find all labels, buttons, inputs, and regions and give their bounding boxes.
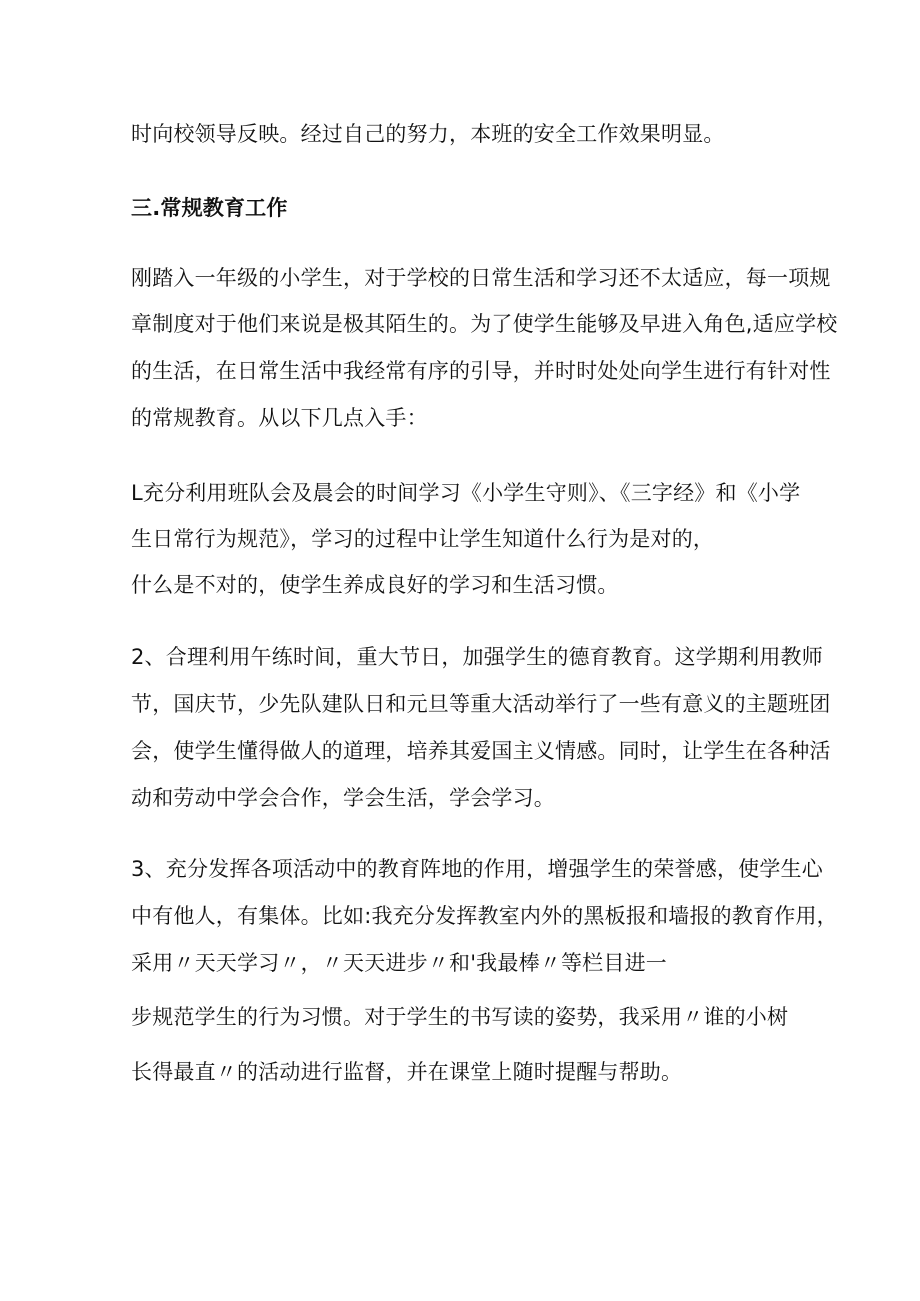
- item-3-line-1: 3、充分发挥各项活动中的教育阵地的作用，增强学生的荣誉感，使学生心: [131, 857, 823, 881]
- paragraph-1-line-1: 刚踏入一年级的小学生，对于学校的日常生活和学习还不太适应，每一项规: [131, 266, 831, 290]
- item-2-line-2: 节，国庆节，少先队建队日和元旦等重大活动举行了一些有意义的主题班团: [131, 692, 831, 716]
- item-2-line-4: 动和劳动中学会合作，学会生活，学会学习。: [131, 786, 555, 810]
- item-1-line-1: L充分利用班队会及晨会的时间学习《小学生守则》、《三字经》和《小学: [131, 481, 801, 505]
- item-1-line-2: 生日常行为规范》，学习的过程中让学生知道什么行为是对的，: [131, 527, 715, 551]
- item-1-line-3: 什么是不对的，使学生养成良好的学习和生活习惯。: [131, 573, 619, 597]
- paragraph-1-line-2: 章制度对于他们来说是极其陌生的。为了使学生能够及早进入角色,适应学校: [131, 312, 838, 336]
- paragraph-1-line-4: 的常规教育。从以下几点入手：: [131, 406, 428, 430]
- item-3-line-2: 中有他人，有集体。比如:我充分发挥教室内外的黑板报和墙报的教育作用，: [131, 904, 838, 928]
- item-3-line-5: 长得最直〃的活动进行监督，并在课堂上随时提醒与帮助。: [131, 1060, 683, 1084]
- paragraph-1-line-3: 的生活，在日常生活中我经常有序的引导，并时时处处向学生进行有针对性: [131, 359, 831, 383]
- section-heading: 三.常规教育工作: [131, 196, 288, 220]
- intro-line: 时向校领导反映。经过自己的努力，本班的安全工作效果明显。: [131, 122, 725, 146]
- item-2-line-3: 会，使学生懂得做人的道理，培养其爱国主义情感。同时，让学生在各种活: [131, 739, 831, 763]
- item-3-line-3: 采用〃天天学习〃，〃天天进步〃和'我最棒〃等栏目进一: [131, 951, 667, 975]
- item-2-line-1: 2、合理利用午练时间，重大节日，加强学生的德育教育。这学期利用教师: [131, 645, 823, 669]
- item-3-line-4: 步规范学生的行为习惯。对于学生的书写读的姿势，我采用〃谁的小树: [131, 1005, 789, 1029]
